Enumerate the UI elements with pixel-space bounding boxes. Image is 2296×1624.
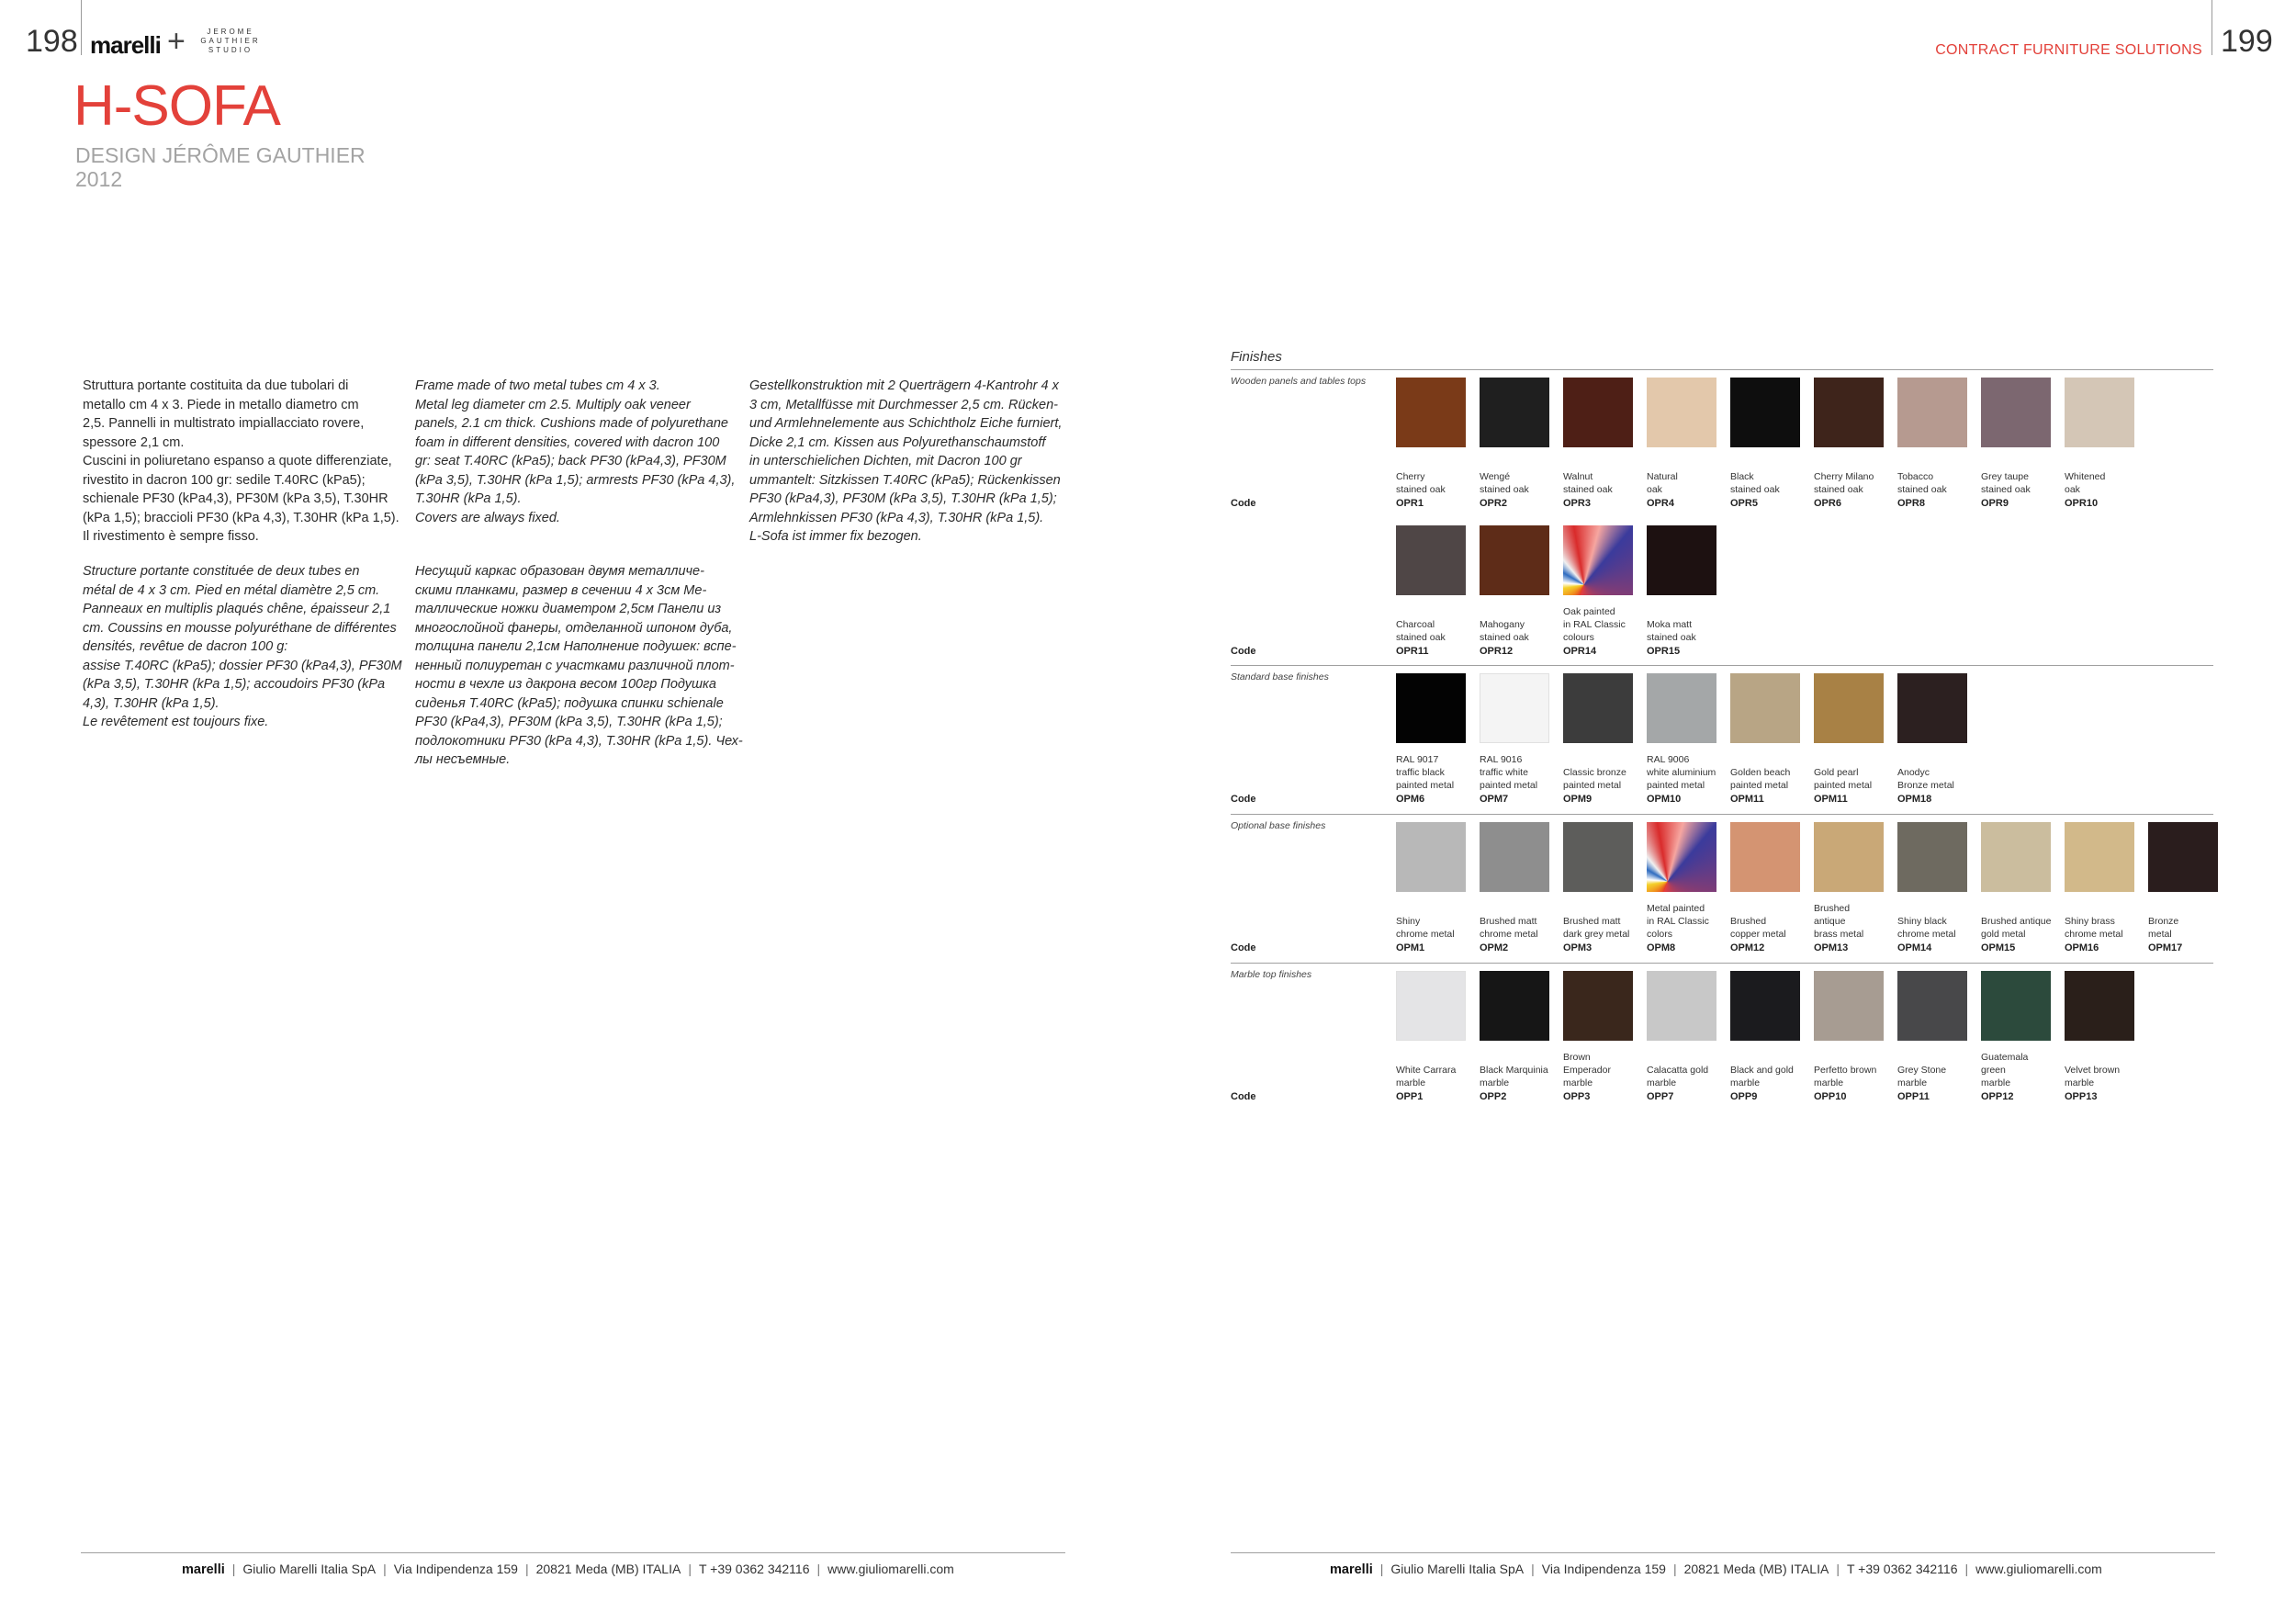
finish-swatch[interactable] <box>1563 378 1633 447</box>
finish-swatch[interactable] <box>1814 822 1884 892</box>
finish-code: OPM7 <box>1480 794 1509 805</box>
finish-swatch[interactable] <box>1396 673 1466 743</box>
finish-code: OPM15 <box>1981 942 2016 953</box>
finish-swatch[interactable] <box>1480 525 1549 595</box>
studio-line: GAUTHIER <box>200 37 261 45</box>
finish-swatch[interactable] <box>1814 971 1884 1041</box>
finish-swatch[interactable] <box>1563 822 1633 892</box>
finish-code: OPR15 <box>1647 646 1681 657</box>
description-russian: Несущий каркас образован двумя металличе- скими планками, размер в сечении 4 х 3см Ме- таллические ножки диаметром 2,5см Панели из многослойной фанеры, отделанной шпоном дуба, толщина панели 2,1см Наполнение подушек: вспе- ненный полиуретан с участками различной плот- ности в чехле из дакрона весом 100гр Подушка сиденья T.40RC (kPa5); подушка спинки schienale PF30 (kPa4,3), PF30M (kPa 3,5), T.30HR (kPa 1,5); подлокотники PF30 (kPa 4,3), T.30HR (kPa 1,5). Чех- лы несъемные. <box>415 564 743 767</box>
finish-group-label: Wooden panels and tables tops <box>1231 376 1367 387</box>
finish-name: Brushed antique gold metal <box>1981 916 2052 940</box>
finish-name: Cherry Milano stained oak <box>1814 471 1874 495</box>
design-year: 2012 <box>75 167 123 191</box>
finish-swatch[interactable] <box>2065 378 2134 447</box>
finish-swatch[interactable] <box>1480 971 1549 1041</box>
finish-name: Guatemala green marble <box>1981 1052 2029 1088</box>
finish-name: Calacatta gold marble <box>1647 1065 1709 1088</box>
footer-company: Giulio Marelli Italia SpA <box>242 1562 377 1576</box>
finish-code: OPR3 <box>1563 498 1591 509</box>
group-divider <box>1231 963 2213 964</box>
finish-swatch[interactable] <box>1730 673 1800 743</box>
finish-code: OPR11 <box>1396 646 1429 657</box>
finish-swatch[interactable] <box>1897 673 1967 743</box>
finish-code: OPM2 <box>1480 942 1509 953</box>
finish-name: Shiny black chrome metal <box>1897 916 1956 940</box>
finish-name: Brushed copper metal <box>1730 916 1786 940</box>
finish-name: Whitened oak <box>2065 471 2106 495</box>
finish-swatch[interactable] <box>1897 822 1967 892</box>
finish-swatch[interactable] <box>1981 971 2051 1041</box>
footer-website[interactable]: www.giuliomarelli.com <box>1975 1562 2102 1576</box>
studio-logo <box>191 28 270 55</box>
group-divider <box>1231 814 2213 815</box>
finish-swatch[interactable] <box>1480 673 1549 743</box>
finish-name: RAL 9016 traffic white painted metal <box>1480 754 1538 791</box>
designer-credit: DESIGN JÉRÔME GAUTHIER <box>75 143 366 167</box>
finish-group-label: Standard base finishes <box>1231 671 1329 682</box>
finish-name: Golden beach painted metal <box>1730 767 1791 791</box>
finish-swatch[interactable] <box>1730 971 1800 1041</box>
footer-city: 20821 Meda (MB) ITALIA <box>535 1562 681 1576</box>
footer-phone: T +39 0362 342116 <box>1846 1562 1958 1576</box>
finish-code: OPM11 <box>1730 794 1764 805</box>
finish-code: OPR6 <box>1814 498 1841 509</box>
finish-code: OPM13 <box>1814 942 1849 953</box>
finish-swatch[interactable] <box>1647 971 1716 1041</box>
finish-code: OPM14 <box>1897 942 1932 953</box>
studio-line: JEROME <box>207 28 254 36</box>
finish-code: OPR2 <box>1480 498 1507 509</box>
code-label: Code <box>1231 646 1256 657</box>
finish-code: OPM17 <box>2148 942 2183 953</box>
finish-name: Metal painted in RAL Classic colors <box>1647 903 1709 940</box>
marelli-logo: marelli <box>90 31 161 59</box>
section-tag: CONTRACT FURNITURE SOLUTIONS <box>1935 42 2202 58</box>
finish-name: Black stained oak <box>1730 471 1780 495</box>
finish-code: OPR12 <box>1480 646 1514 657</box>
description-english: Frame made of two metal tubes cm 4 x 3. Metal leg diameter cm 2.5. Multiply oak veneer panels, 2.1 cm thick. Cushions made of polyurethane foam in different densities, covered with dacron 100 gr: seat T.40RC (kPa5); back PF30 (kPa4,3), PF30M (kPa 3,5), T.30HR (kPa 1,5); armrests PF30 (kPa 4,3), T.30HR (kPa 1,5). Covers are always fixed. <box>415 378 736 525</box>
finish-name: Black Marquinia marble <box>1480 1065 1548 1088</box>
finish-name: Shiny brass chrome metal <box>2065 916 2123 940</box>
footer-right: marelli | Giulio Marelli Italia SpA | Via Indipendenza 159 | 20821 Meda (MB) ITALIA | T +39 0362 342116 | www.giuliomarelli.com <box>1330 1562 2102 1577</box>
finish-swatch[interactable] <box>1981 822 2051 892</box>
finish-group-label: Marble top finishes <box>1231 969 1312 980</box>
finish-code: OPR4 <box>1647 498 1674 509</box>
finish-swatch[interactable] <box>1396 378 1466 447</box>
finish-name: Oak painted in RAL Classic colours <box>1563 606 1626 643</box>
finish-swatch[interactable] <box>1647 673 1716 743</box>
finish-code: OPM18 <box>1897 794 1932 805</box>
studio-line: STUDIO <box>208 46 253 54</box>
finish-code: OPR14 <box>1563 646 1597 657</box>
finish-name: Velvet brown marble <box>2065 1065 2121 1088</box>
finish-swatch[interactable] <box>2065 822 2134 892</box>
finish-swatch[interactable] <box>2148 822 2218 892</box>
finish-swatch[interactable] <box>1897 378 1967 447</box>
code-label: Code <box>1231 794 1256 805</box>
finish-name: Anodyc Bronze metal <box>1897 767 1954 791</box>
group-divider <box>1231 665 2213 666</box>
finish-swatch[interactable] <box>1647 525 1716 595</box>
finish-name: RAL 9006 white aluminium painted metal <box>1647 754 1716 791</box>
code-label: Code <box>1231 1091 1256 1102</box>
finish-name: Brushed antique brass metal <box>1814 903 1864 940</box>
code-label: Code <box>1231 498 1256 509</box>
finish-swatch[interactable] <box>1647 822 1716 892</box>
finish-name: Mahogany stained oak <box>1480 619 1529 643</box>
description-italian: Struttura portante costituita da due tubolari di metallo cm 4 x 3. Piede in metallo diametro cm 2,5. Pannelli in multistrato impiallacciato rovere, spessore 2,1 cm. Cuscini in poliuretano espanso a quote differenziate, rivestito in dacron 100 gr: sedile T.40RC (kPa5); schienale PF30 (kPa4,3), PF30M (kPa 3,5), T.30HR (kPa 1,5); braccioli PF30 (kPa 4,3), T.30HR (kPa 1,5). Il rivestimento è sempre fisso. <box>83 378 400 544</box>
finish-code: OPM8 <box>1647 942 1676 953</box>
finishes-title: Finishes <box>1231 349 1282 365</box>
finish-name: Brushed matt chrome metal <box>1480 916 1538 940</box>
finish-name: Walnut stained oak <box>1563 471 1613 495</box>
footer-phone: T +39 0362 342116 <box>698 1562 810 1576</box>
finish-name: Wengé stained oak <box>1480 471 1529 495</box>
finish-code: OPM1 <box>1396 942 1425 953</box>
finish-name: Tobacco stained oak <box>1897 471 1947 495</box>
finish-code: OPM9 <box>1563 794 1593 805</box>
finish-code: OPP7 <box>1647 1091 1674 1102</box>
finish-code: OPP12 <box>1981 1091 2014 1102</box>
finish-name: Grey taupe stained oak <box>1981 471 2031 495</box>
finish-code: OPR8 <box>1897 498 1925 509</box>
finish-name: Grey Stone marble <box>1897 1065 1947 1088</box>
finish-group-label: Optional base finishes <box>1231 820 1326 831</box>
finish-name: Brushed matt dark grey metal <box>1563 916 1630 940</box>
finish-name: Classic bronze painted metal <box>1563 767 1626 791</box>
footer-address: Via Indipendenza 159 <box>393 1562 518 1576</box>
finish-code: OPR1 <box>1396 498 1424 509</box>
header-divider <box>81 0 82 55</box>
finish-name: White Carrara marble <box>1396 1065 1457 1088</box>
finish-name: Natural oak <box>1647 471 1678 495</box>
finish-name: Charcoal stained oak <box>1396 619 1446 643</box>
finish-code: OPP13 <box>2065 1091 2098 1102</box>
finish-code: OPM12 <box>1730 942 1765 953</box>
footer-brand: marelli <box>1330 1562 1373 1577</box>
finish-name: Brown Emperador marble <box>1563 1052 1611 1088</box>
finish-code: OPP10 <box>1814 1091 1847 1102</box>
finish-name: Cherry stained oak <box>1396 471 1446 495</box>
footer-left: marelli | Giulio Marelli Italia SpA | Via Indipendenza 159 | 20821 Meda (MB) ITALIA | T +39 0362 342116 | www.giuliomarelli.com <box>182 1562 954 1577</box>
finish-code: OPR10 <box>2065 498 2099 509</box>
finish-swatch[interactable] <box>1396 971 1466 1041</box>
finish-swatch[interactable] <box>1897 971 1967 1041</box>
finish-name: Bronze metal <box>2148 916 2179 940</box>
footer-company: Giulio Marelli Italia SpA <box>1390 1562 1525 1576</box>
finish-name: Gold pearl painted metal <box>1814 767 1873 791</box>
finish-code: OPR9 <box>1981 498 2009 509</box>
right-page-number: 199 <box>2221 24 2273 59</box>
finish-name: Black and gold marble <box>1730 1065 1794 1088</box>
finish-code: OPM3 <box>1563 942 1593 953</box>
finish-code: OPP9 <box>1730 1091 1758 1102</box>
finish-swatch[interactable] <box>1563 971 1633 1041</box>
finish-swatch[interactable] <box>1480 378 1549 447</box>
finish-code: OPP3 <box>1563 1091 1591 1102</box>
finish-swatch[interactable] <box>1396 822 1466 892</box>
finish-code: OPM11 <box>1814 794 1848 805</box>
finish-swatch[interactable] <box>1563 525 1633 595</box>
finish-code: OPM16 <box>2065 942 2099 953</box>
finish-code: OPR5 <box>1730 498 1758 509</box>
finish-name: Moka matt stained oak <box>1647 619 1696 643</box>
finishes-rule <box>1231 369 2213 370</box>
finish-name: Perfetto brown marble <box>1814 1065 1877 1088</box>
finish-code: OPP1 <box>1396 1091 1424 1102</box>
finish-swatch[interactable] <box>1981 378 2051 447</box>
footer-address: Via Indipendenza 159 <box>1541 1562 1666 1576</box>
footer-brand: marelli <box>182 1562 225 1577</box>
finish-swatch[interactable] <box>1480 822 1549 892</box>
description-french: Structure portante constituée de deux tubes en métal de 4 x 3 cm. Pied en métal diamètre 2,5 cm. Panneaux en multiplis plaqués chêne, épaisseur 2,1 cm. Coussins en mousse polyuréthane de différentes densités, revêtue de dacron 100 g: assise T.40RC (kPa5); dossier PF30 (kPa4,3), PF30M (kPa 3,5), T.30HR (kPa 1,5); accoudoirs PF30 (kPa 4,3), T.30HR (kPa 1,5). Le revêtement est toujours fixe. <box>83 564 402 729</box>
finish-code: OPM6 <box>1396 794 1425 805</box>
finish-code: OPP2 <box>1480 1091 1507 1102</box>
code-label: Code <box>1231 942 1256 953</box>
finish-code: OPM10 <box>1647 794 1682 805</box>
finish-swatch[interactable] <box>2065 971 2134 1041</box>
footer-city: 20821 Meda (MB) ITALIA <box>1683 1562 1829 1576</box>
footer-rule-right <box>1231 1552 2215 1553</box>
finish-name: RAL 9017 traffic black painted metal <box>1396 754 1455 791</box>
finish-swatch[interactable] <box>1730 378 1800 447</box>
finish-code: OPP11 <box>1897 1091 1930 1102</box>
finish-swatch[interactable] <box>1396 525 1466 595</box>
product-title: H-SOFA <box>73 74 280 138</box>
description-german: Gestellkonstruktion mit 2 Querträgern 4-Kantrohr 4 x 3 cm, Metallfüsse mit Durchmesser 2,5 cm. Rücken- und Armlehnelemente aus Schichtholz Eiche furniert, Dicke 2,1 cm. Kissen aus Polyurethanschaumstoff in unterschielichen Dichten, mit Dacron 100 gr ummantelt: Sitzkissen T.40RC (kPa5); Rückenkissen PF30 (kPa4,3), PF30M (kPa 3,5), T.30HR (kPa 1,5); Armlehnkissen PF30 (kPa 4,3), T.30HR (kPa 1,5). L-Sofa ist immer fix bezogen. <box>749 378 1063 544</box>
finish-name: Shiny chrome metal <box>1396 916 1455 940</box>
finish-swatch[interactable] <box>1814 378 1884 447</box>
finish-swatch[interactable] <box>1647 378 1716 447</box>
footer-rule-left <box>81 1552 1065 1553</box>
footer-website[interactable]: www.giuliomarelli.com <box>827 1562 954 1576</box>
finish-swatch[interactable] <box>1730 822 1800 892</box>
left-page-number: 198 <box>26 24 78 59</box>
finish-swatch[interactable] <box>1814 673 1884 743</box>
logo-plus: + <box>167 24 186 59</box>
finish-swatch[interactable] <box>1563 673 1633 743</box>
